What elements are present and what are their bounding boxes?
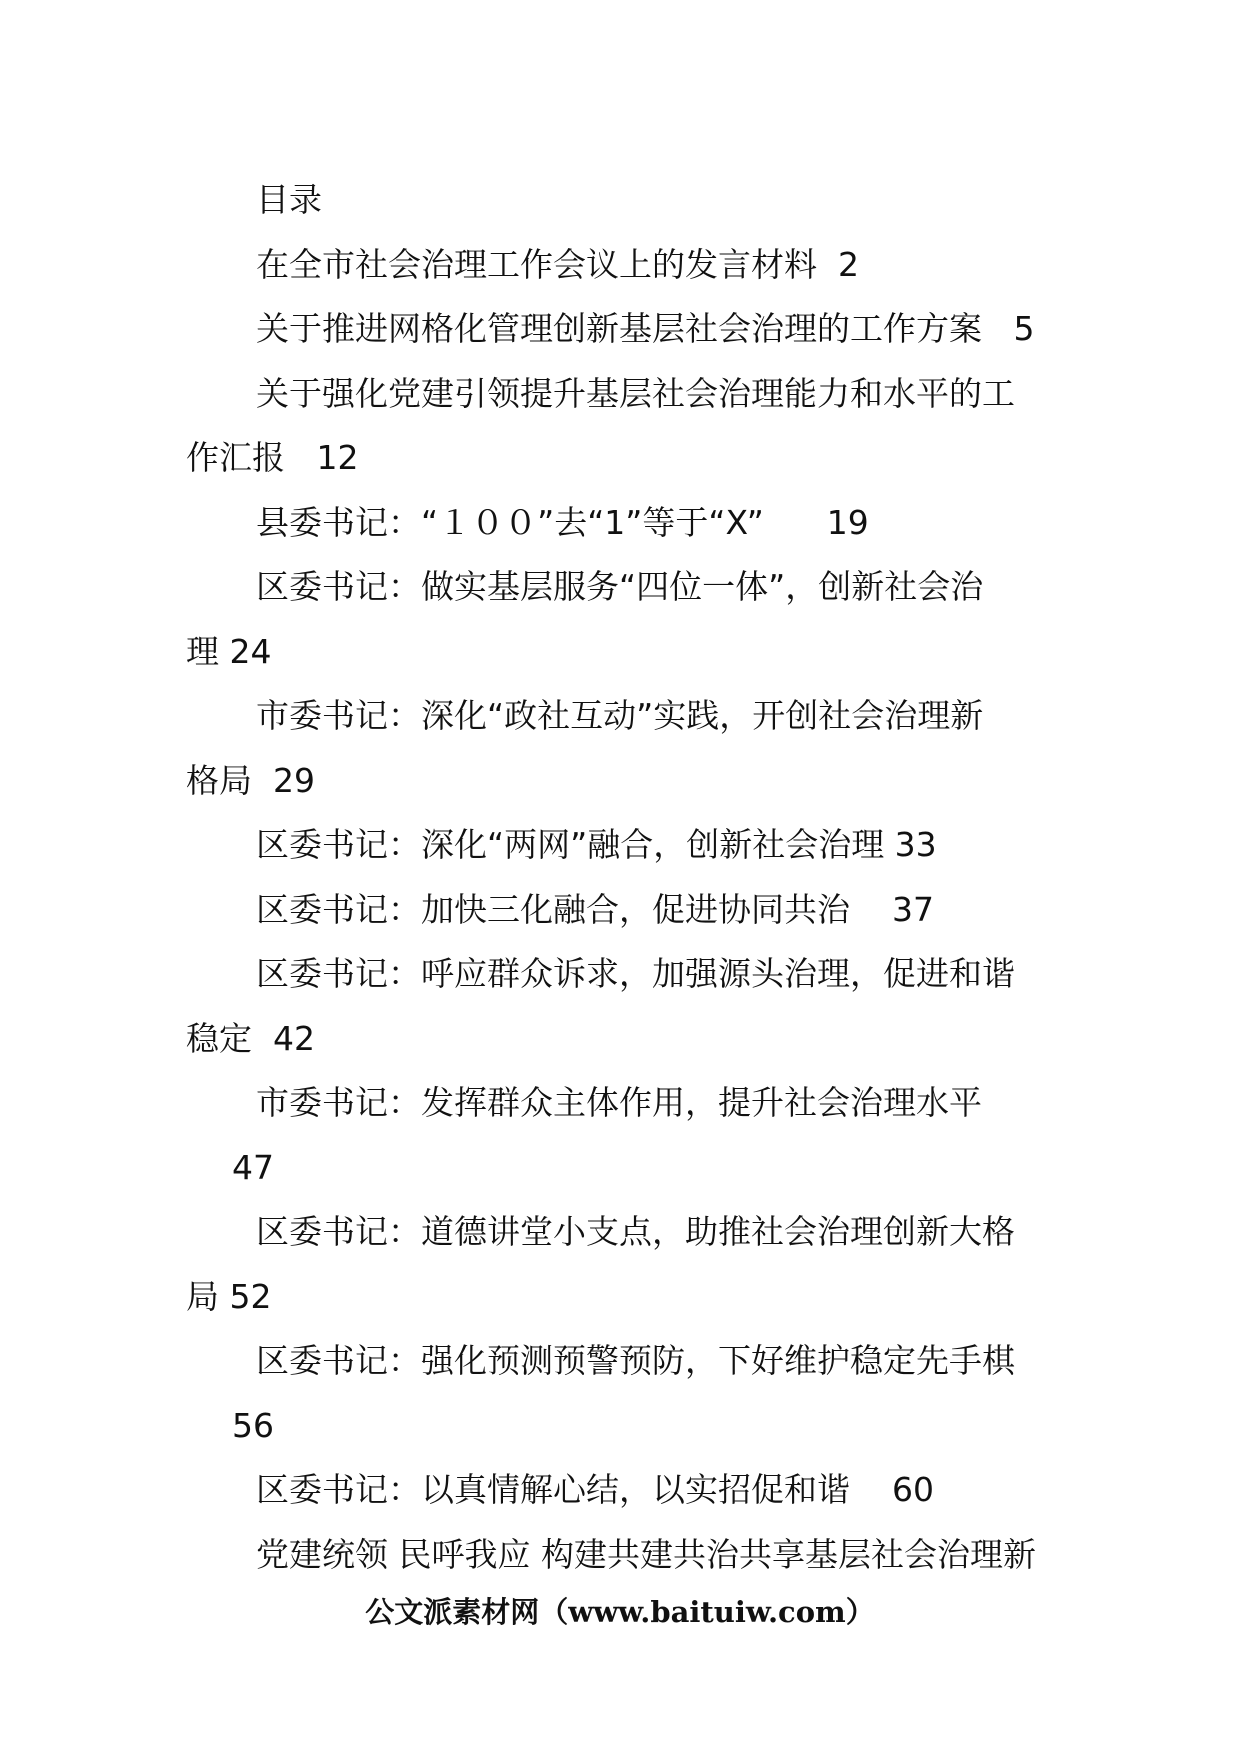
toc-entry: 区委书记：加快三化融合，促进协同共治 37 (256, 889, 934, 929)
toc-entry: 县委书记：“１００”去“1”等于“X” 19 (256, 502, 869, 542)
toc-entry: 区委书记：深化“两网”融合，创新社会治理 33 (256, 825, 937, 864)
toc-entry: 在全市社会治理工作会议上的发言材料 2 (256, 244, 859, 284)
toc-entry: 区委书记：道德讲堂小支点，助推社会治理创新大格 (256, 1212, 1015, 1251)
toc-entry-continuation: 作汇报 12 (186, 438, 359, 477)
toc-entry: 区委书记：做实基层服务“四位一体”，创新社会治 (256, 567, 984, 606)
toc-entry-continuation: 稳定 42 (186, 1018, 315, 1058)
toc-entry: 关于强化党建引领提升基层社会治理能力和水平的工 (256, 373, 1015, 413)
toc-entry: 关于推进网格化管理创新基层社会治理的工作方案 5 (256, 309, 1035, 348)
toc-entry: 市委书记：发挥群众主体作用，提升社会治理水平 (256, 1083, 982, 1122)
table-of-contents (186, 168, 1056, 1587)
toc-title: 目录 (256, 180, 322, 219)
toc-entry-continuation: 格局 29 (186, 760, 315, 800)
toc-entry: 区委书记：呼应群众诉求，加强源头治理，促进和谐 (256, 954, 1015, 993)
toc-entry-continuation: 47 (232, 1147, 274, 1187)
toc-entry-continuation: 理 24 (186, 631, 272, 671)
footer-watermark: 公文派素材网（www.baituiw.com） (365, 1595, 875, 1629)
toc-entry: 市委书记：深化“政社互动”实践，开创社会治理新 (256, 696, 984, 735)
toc-entry: 党建统领 民呼我应 构建共建共治共享基层社会治理新 (256, 1534, 1036, 1574)
toc-entry: 区委书记：强化预测预警预防，下好维护稳定先手棋 (256, 1341, 1015, 1380)
toc-entry: 区委书记：以真情解心结，以实招促和谐 60 (256, 1470, 934, 1509)
toc-entry-continuation: 56 (232, 1405, 274, 1445)
toc-entry-continuation: 局 52 (186, 1276, 272, 1316)
